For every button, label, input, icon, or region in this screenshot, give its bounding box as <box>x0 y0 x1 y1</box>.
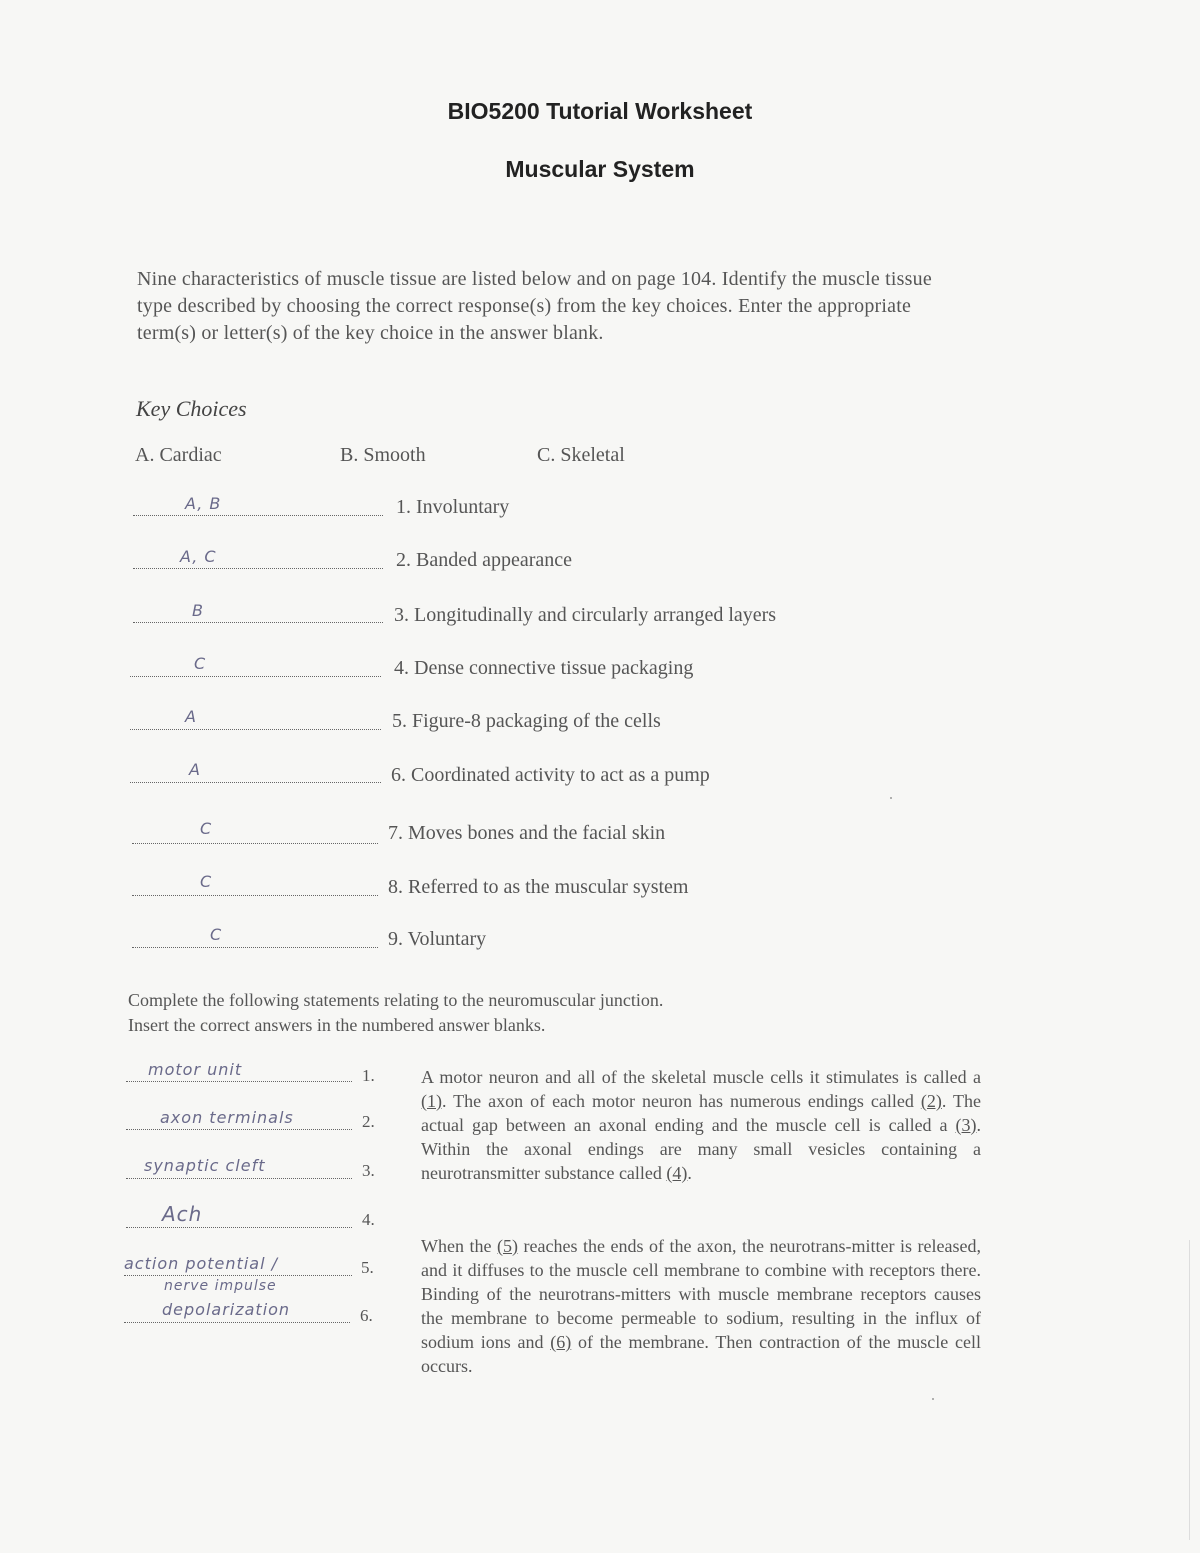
key-choice-b: B. Smooth <box>340 444 426 466</box>
para1-text-2: . The axon of each motor neuron has numerous endings called <box>442 1091 921 1111</box>
characteristic-3: 3. Longitudinally and circularly arranged layers <box>394 604 777 626</box>
nmj-answer-3: synaptic cleft <box>144 1156 266 1175</box>
nmj-number-6: 6. <box>360 1306 373 1325</box>
handwritten-answer-7: C <box>200 819 213 838</box>
para2-text-3: of the membrane. Then contraction of the muscle cell occurs. <box>421 1332 981 1376</box>
handwritten-answer-4: C <box>194 654 207 673</box>
answer-blank-8[interactable] <box>132 895 378 896</box>
answer-blank-9[interactable] <box>132 947 378 948</box>
para1-text-1: A motor neuron and all of the skeletal muscle cells it stimulates is called a <box>421 1067 981 1087</box>
para1-blank-ref-4: (4) <box>666 1163 688 1183</box>
nmj-answer-4: Ach <box>162 1202 203 1226</box>
key-choice-c: C. Skeletal <box>537 444 625 466</box>
characteristic-5: 5. Figure-8 packaging of the cells <box>392 710 661 732</box>
handwritten-answer-5: A <box>185 707 197 726</box>
answer-blank-3[interactable] <box>133 622 383 623</box>
nmj-answer-5: action potential / <box>124 1254 278 1273</box>
para1-text-3: . The actual gap between an axonal ending and the muscle cell is called a <box>421 1091 981 1135</box>
characteristic-8: 8. Referred to as the muscular system <box>388 876 689 898</box>
para1-blank-ref-1: (1) <box>421 1091 442 1111</box>
nmj-blank-3[interactable] <box>126 1178 352 1179</box>
page-subtitle: Muscular System <box>505 156 695 182</box>
nmj-number-5: 5. <box>361 1258 374 1277</box>
characteristic-9: 9. Voluntary <box>388 928 487 950</box>
nmj-answer-1: motor unit <box>148 1060 243 1079</box>
scan-speck <box>890 797 892 799</box>
handwritten-answer-3: B <box>192 601 204 620</box>
section1-instructions: Nine characteristics of muscle tissue are listed below and on page 104. Identify the muscle tissue type described by choosing the correct response(s) from the key choices. Enter the appropriate term(s) or letter(s) of the key choice in the answer blank. <box>137 268 932 344</box>
nmj-paragraph-2 <box>421 1234 981 1378</box>
para2-text-1: When the <box>421 1236 498 1256</box>
characteristic-4: 4. Dense connective tissue packaging <box>394 657 694 679</box>
characteristic-1: 1. Involuntary <box>396 496 510 518</box>
characteristic-2: 2. Banded appearance <box>396 549 573 571</box>
nmj-number-1: 1. <box>362 1066 375 1085</box>
handwritten-answer-1: A, B <box>185 494 222 513</box>
page-title: BIO5200 Tutorial Worksheet <box>447 98 753 124</box>
para1-text-5: . <box>687 1163 692 1183</box>
para2-blank-ref-5: (5) <box>497 1236 519 1256</box>
handwritten-answer-9: C <box>210 925 223 944</box>
para1-blank-ref-2: (2) <box>920 1091 942 1111</box>
answer-blank-2[interactable] <box>133 568 383 569</box>
answer-blank-5[interactable] <box>130 729 381 730</box>
answer-blank-6[interactable] <box>130 782 381 783</box>
key-choice-a: A. Cardiac <box>135 444 222 466</box>
section2-instructions-line2: Insert the correct answers in the numbered answer blanks. <box>128 1015 546 1035</box>
nmj-number-2: 2. <box>362 1112 375 1131</box>
para1-blank-ref-3: (3) <box>955 1115 977 1135</box>
nmj-answer-6: depolarization <box>162 1300 291 1319</box>
nmj-answer-2: axon terminals <box>160 1108 294 1127</box>
nmj-blank-5[interactable] <box>124 1275 352 1276</box>
nmj-number-3: 3. <box>362 1161 375 1180</box>
answer-blank-4[interactable] <box>130 676 381 677</box>
scan-edge-line <box>1189 1240 1190 1540</box>
nmj-blank-4[interactable] <box>126 1227 352 1228</box>
para1-text-4: . Within the axonal endings are many small vesicles containing a neurotransmitter substance called <box>421 1115 981 1183</box>
handwritten-answer-6: A <box>189 760 201 779</box>
characteristic-6: 6. Coordinated activity to act as a pump <box>391 764 710 786</box>
section2-instructions <box>128 988 828 1038</box>
nmj-blank-6[interactable] <box>124 1322 350 1323</box>
characteristic-7: 7. Moves bones and the facial skin <box>388 822 666 844</box>
answer-blank-7[interactable] <box>132 843 378 844</box>
nmj-paragraph-1 <box>421 1065 981 1185</box>
nmj-blank-2[interactable] <box>126 1129 352 1130</box>
nmj-number-4: 4. <box>362 1210 375 1229</box>
key-choices-heading: Key Choices <box>136 396 247 421</box>
answer-blank-1[interactable] <box>133 515 383 516</box>
para2-blank-ref-6: (6) <box>550 1332 572 1352</box>
para2-text-2: reaches the ends of the axon, the neurotrans-mitter is released, and it diffuses to the muscle cell membrane to combine with receptors there. Binding of the neurotrans-mitters with muscle membrane receptors causes the membrane to become permeable to sodium, resulting in the influx of sodium ions and <box>421 1236 982 1352</box>
handwritten-answer-8: C <box>200 872 213 891</box>
nmj-answer-5-line2: nerve impulse <box>164 1278 277 1294</box>
scan-speck <box>932 1398 934 1400</box>
nmj-blank-1[interactable] <box>126 1081 352 1082</box>
handwritten-answer-2: A, C <box>180 547 217 566</box>
section2-instructions-line1: Complete the following statements relating to the neuromuscular junction. <box>128 990 664 1010</box>
